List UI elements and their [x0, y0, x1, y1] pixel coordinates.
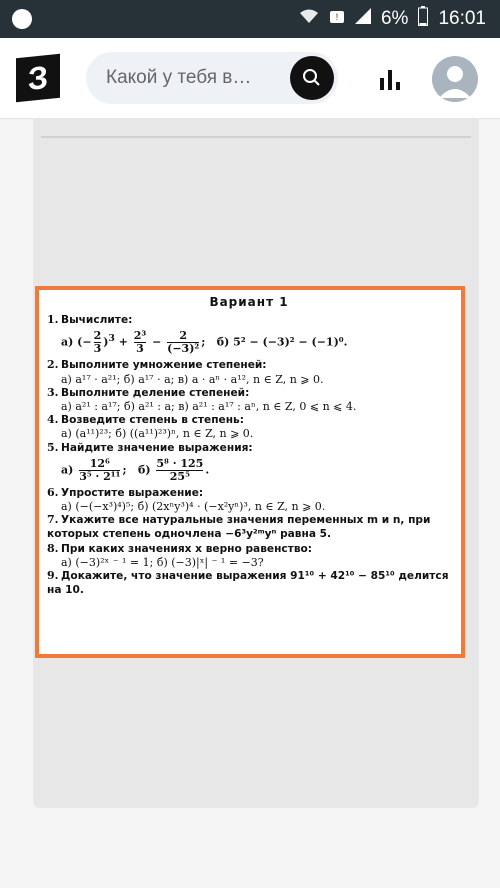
task-1-math: а) (− $\frac{2}{3}$ )$^3$ + $\frac{\text{2³}}{3}$ − $\frac{2}{\text{(−3)²}}$ ; б) 5² − (−3)² − (−1)⁰. [61, 329, 348, 356]
alarm-icon [329, 7, 345, 31]
task-6: 6. Упростите выражение: а) (−(−x³)⁴)⁵; б) (2xⁿy³)⁴ · (−x²yⁿ)³, n ∈ Z, n ⩾ 0. [47, 485, 326, 514]
status-bar [0, 0, 500, 38]
clock-time: 16:01 [438, 8, 486, 29]
svg-text:!: ! [335, 12, 339, 22]
app-notification-icon [12, 9, 32, 29]
worksheet-image [35, 286, 465, 658]
task-7: 7. Укажите все натуральные значения переменных m и n, при которых степень одночлена −6³y²ᵐyⁿ равна 5. [47, 513, 431, 541]
app-bar [0, 38, 500, 119]
ranking-icon[interactable] [378, 68, 402, 92]
task-8: 8. При каких значениях x верно равенство: а) (−3)²ˣ ⁻ ¹ = 1; б) (−3)|ˣ| ⁻ ¹ = −3? [47, 541, 313, 569]
task-1: 1. Вычислите: [47, 313, 133, 327]
battery-icon [418, 6, 428, 32]
task-9: 9. Докажите, что значение выражения 91¹⁰ + 42¹⁰ − 85¹⁰ делится на 10. [47, 569, 449, 597]
profile-avatar-icon[interactable] [432, 56, 478, 102]
search-icon [290, 56, 334, 100]
task-2: 2. Выполните умножение степеней: а) a¹⁷ · a²¹; б) a¹⁷ · a; в) a · aⁿ · a¹², n ∈ Z, n ⩾ 0. [47, 358, 324, 386]
search-button[interactable] [290, 56, 334, 100]
wifi-icon [299, 8, 319, 30]
worksheet-title: Вариант 1 [209, 295, 289, 309]
status-icons [299, 6, 486, 32]
task-5-math: а) $\frac{\text{12⁶}}{\text{3⁵ · 2¹¹}}$ ; б) $\frac{\text{5⁸ · 125}}{\text{25⁵}}$ . [61, 456, 210, 483]
search-input[interactable]: Какой у тебя в… [106, 67, 252, 88]
task-4: 4. Возведите степень в степень: а) (a¹¹)²³; б) ((a¹¹)²³)ⁿ, n ∈ Z, n ⩾ 0. [47, 413, 254, 441]
battery-percent: 6% [380, 8, 409, 29]
task-5: 5. Найдите значение выражения: [47, 440, 253, 454]
signal-icon [355, 8, 371, 30]
app-logo[interactable]: З [16, 54, 60, 103]
divider [41, 136, 471, 138]
task-3: 3. Выполните деление степеней: а) a²¹ : a¹⁷; б) a²¹ : a; в) a²¹ : a¹⁷ : aⁿ, n ∈ Z, 0 ⩽ n ⩽ 4. [47, 385, 357, 414]
search-bar[interactable] [86, 52, 338, 104]
